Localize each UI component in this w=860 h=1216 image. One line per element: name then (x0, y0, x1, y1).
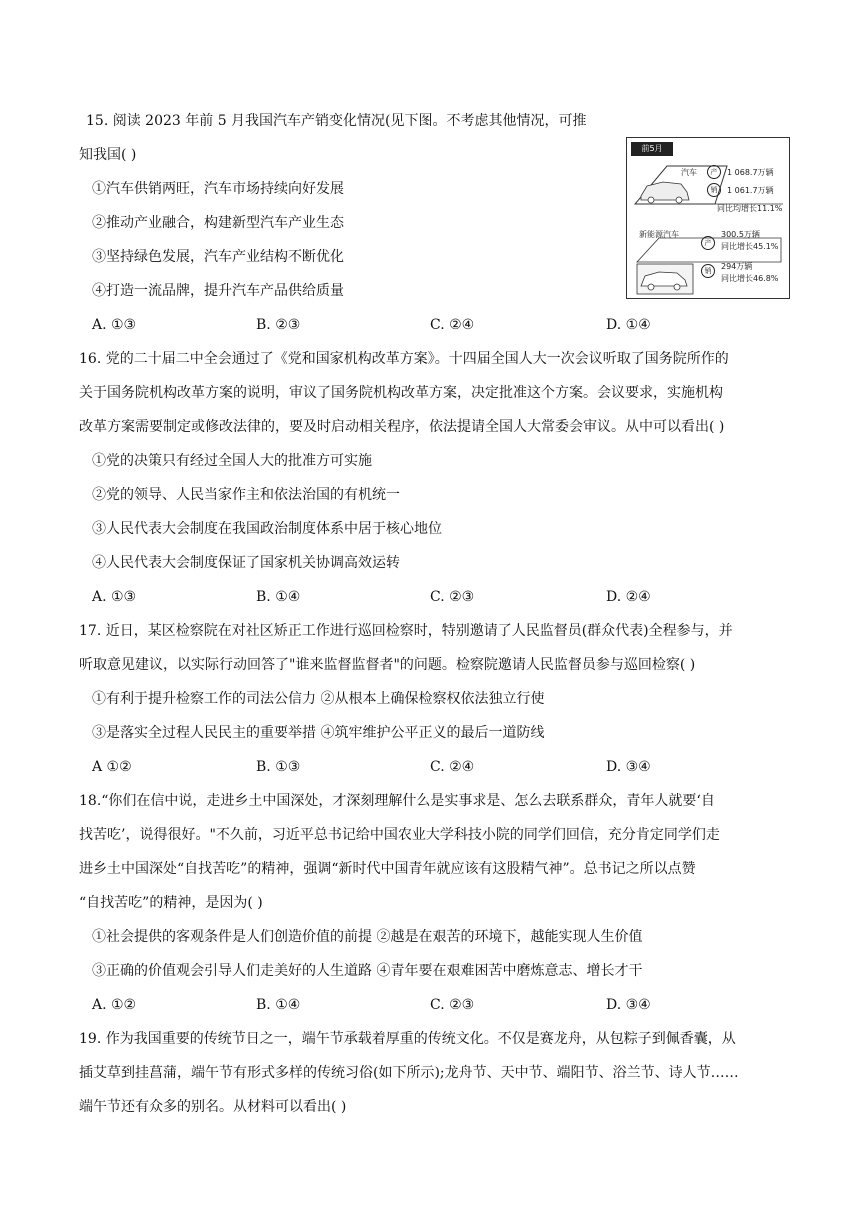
figure-car-label: 汽车 (681, 168, 697, 177)
car-sales-figure (626, 137, 790, 299)
q16-item-1: ①党的决策只有经过全国人大的批准方可实施 (92, 453, 372, 469)
q17-stem-line-2: 听取意见建议，以实际行动回答了"谁来监督监督者"的问题。检察院邀请人民监督员参与巡回检察( ) (79, 657, 696, 673)
q17-items-row-1: ①有利于提升检察工作的司法公信力 ②从根本上确保检察权依法独立行使 (92, 691, 545, 707)
nev-sales-marker: 销 (701, 264, 715, 278)
q18-stem-line-4: “自找苦吃”的精神，是因为( ) (79, 895, 263, 911)
q17-items-row-2: ③是落实全过程人民民主的重要举措 ④筑牢维护公平正义的最后一道防线 (92, 725, 545, 741)
figure-nev-production-growth: 同比增长45.1% (721, 242, 779, 251)
q17-option-b[interactable]: B. ①③ (256, 759, 301, 775)
figure-nev-sales: 294万辆 (721, 262, 753, 271)
q17-option-c[interactable]: C. ②④ (430, 759, 475, 775)
q15-option-c[interactable]: C. ②④ (430, 317, 475, 333)
q16-item-3: ③人民代表大会制度在我国政治制度体系中居于核心地位 (92, 521, 442, 537)
figure-nev-sales-growth: 同比增长46.8% (721, 274, 779, 283)
q18-option-d[interactable]: D. ③④ (606, 997, 651, 1013)
figure-header: 前5月 (631, 142, 673, 156)
q15-option-d[interactable]: D. ①④ (606, 317, 651, 333)
figure-car-growth: 同比均增长11.1% (717, 204, 783, 213)
q16-item-4: ④人民代表大会制度保证了国家机关协调高效运转 (92, 555, 400, 571)
q18-stem-line-3: 进乡土中国深处“自找苦吃”的精神，强调“新时代中国青年就应该有这股精气神”。总书记之所以点赞 (79, 861, 696, 877)
q17-stem-line-1: 17. 近日，某区检察院在对社区矫正工作进行巡回检察时，特别邀请了人民监督员(群众代表)全程参与，并 (79, 623, 733, 639)
figure-nev-label: 新能源汽车 (639, 230, 679, 239)
q16-stem-line-1: 16. 党的二十届二中全会通过了《党和国家机构改革方案》。十四届全国人大一次会议听取了国务院所作的 (79, 351, 729, 367)
q18-stem-line-1: 18.“你们在信中说，走进乡土中国深处，才深刻理解什么是实事求是、怎么去联系群众，青年人就要‘自 (79, 793, 715, 809)
q16-option-a[interactable]: A. ①③ (92, 589, 137, 605)
q15-item-4: ④打造一流品牌，提升汽车产品供给质量 (92, 283, 344, 299)
q18-stem-line-2: 找苦吃’，说得很好。"不久前，习近平总书记给中国农业大学科技小院的同学们回信，充分肯定同学们走 (79, 827, 720, 843)
q16-option-c[interactable]: C. ②③ (430, 589, 475, 605)
sales-marker: 销 (707, 183, 721, 197)
q15-item-2: ②推动产业融合，构建新型汽车产业生态 (92, 215, 344, 231)
q15-stem-line-2: 知我国( ) (79, 147, 137, 163)
q15-stem-line-1: 15. 阅读 2023 年前 5 月我国汽车产销变化情况(见下图。不考虑其他情况，可推 (86, 113, 587, 129)
q15-item-1: ①汽车供销两旺，汽车市场持续向好发展 (92, 181, 344, 197)
q19-stem-line-2: 插艾草到挂菖蒲，端午节有形式多样的传统习俗(如下所示);龙舟节、天中节、端阳节、浴兰节、诗人节…… (79, 1065, 739, 1081)
q17-option-a[interactable]: A ①② (92, 759, 132, 775)
q15-option-b[interactable]: B. ②③ (256, 317, 301, 333)
q18-items-row-2: ③正确的价值观会引导人们走美好的人生道路 ④青年要在艰难困苦中磨炼意志、增长才干 (92, 963, 643, 979)
production-marker: 产 (707, 165, 721, 179)
figure-nev-production: 300.5万辆 (721, 230, 760, 239)
q18-option-a[interactable]: A. ①② (92, 997, 137, 1013)
q18-option-b[interactable]: B. ①④ (256, 997, 301, 1013)
q16-stem-line-3: 改革方案需要制定或修改法律的，要及时启动相关程序，依法提请全国人大常委会审议。从中可以看出( ) (79, 419, 725, 435)
q16-item-2: ②党的领导、人民当家作主和依法治国的有机统一 (92, 487, 400, 503)
q19-stem-line-1: 19. 作为我国重要的传统节日之一，端午节承载着厚重的传统文化。不仅是赛龙舟，从包粽子到佩香囊，从 (79, 1031, 736, 1047)
figure-car-production: 1 068.7万辆 (727, 168, 774, 177)
q15-option-a[interactable]: A. ①③ (92, 317, 137, 333)
q19-stem-line-3: 端午节还有众多的别名。从材料可以看出( ) (79, 1099, 347, 1115)
q16-stem-line-2: 关于国务院机构改革方案的说明，审议了国务院机构改革方案，决定批准这个方案。会议要求，实施机构 (79, 385, 723, 401)
nev-production-marker: 产 (701, 236, 715, 250)
q15-item-3: ③坚持绿色发展，汽车产业结构不断优化 (92, 249, 344, 265)
figure-car-sales: 1 061.7万辆 (727, 186, 774, 195)
q16-option-d[interactable]: D. ②④ (606, 589, 651, 605)
q17-option-d[interactable]: D. ③④ (606, 759, 651, 775)
q18-option-c[interactable]: C. ②③ (430, 997, 475, 1013)
q18-items-row-1: ①社会提供的客观条件是人们创造价值的前提 ②越是在艰苦的环境下，越能实现人生价值 (92, 929, 643, 945)
q16-option-b[interactable]: B. ①④ (256, 589, 301, 605)
